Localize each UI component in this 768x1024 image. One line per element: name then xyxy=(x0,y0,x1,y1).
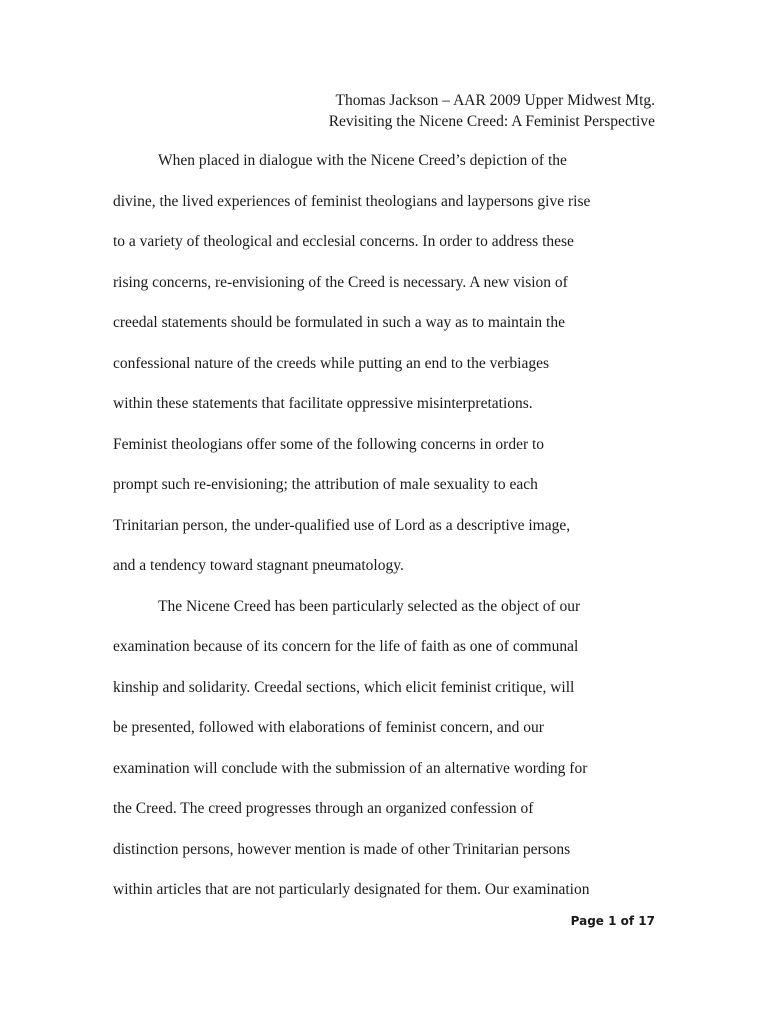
paragraph-line: to a variety of theological and ecclesial concerns. In order to address these xyxy=(113,233,574,250)
paragraph-line: rising concerns, re-envisioning of the Creed is necessary. A new vision of xyxy=(113,273,568,291)
body-text xyxy=(113,149,658,919)
paragraph-line: examination will conclude with the submission of an alternative wording for xyxy=(113,759,588,777)
paragraph-line: be presented, followed with elaborations of feminist concern, and our xyxy=(113,719,544,736)
paragraph xyxy=(113,595,658,919)
paragraph-line: distinction persons, however mention is made of other Trinitarian persons xyxy=(113,840,571,858)
paragraph-line: within these statements that facilitate oppressive misinterpretations. xyxy=(113,395,533,412)
paragraph-line: prompt such re-envisioning; the attribution of male sexuality to each xyxy=(113,476,538,493)
paragraph-line: examination because of its concern for the life of faith as one of communal xyxy=(113,638,579,655)
header-title-line: Revisiting the Nicene Creed: A Feminist Perspective xyxy=(328,113,655,130)
paragraph-line: within articles that are not particularly designated for them. Our examination xyxy=(113,881,590,898)
page-number: Page 1 of 17 xyxy=(570,914,655,928)
paragraph-line: and a tendency toward stagnant pneumatology. xyxy=(113,557,404,574)
paragraph-line: When placed in dialogue with the Nicene Creed’s depiction of the xyxy=(158,152,567,169)
paragraph-line: Trinitarian person, the under-qualified use of Lord as a descriptive image, xyxy=(113,516,571,534)
paragraph-line: Feminist theologians offer some of the following concerns in order to xyxy=(113,435,545,453)
paragraph-line: the Creed. The creed progresses through an organized confession of xyxy=(113,800,534,817)
paragraph-line: creedal statements should be formulated in such a way as to maintain the xyxy=(113,314,565,331)
paragraph-line: divine, the lived experiences of feminist theologians and laypersons give rise xyxy=(113,192,591,210)
paragraph-line: confessional nature of the creeds while putting an end to the verbiages xyxy=(113,354,550,372)
paragraph xyxy=(113,149,658,595)
paragraph-line: kinship and solidarity. Creedal sections, which elicit feminist critique, will xyxy=(113,678,575,696)
document-header xyxy=(329,90,655,132)
header-author-line: Thomas Jackson – AAR 2009 Upper Midwest Mtg. xyxy=(335,92,655,109)
paragraph-line: The Nicene Creed has been particularly selected as the object of our xyxy=(158,597,581,615)
